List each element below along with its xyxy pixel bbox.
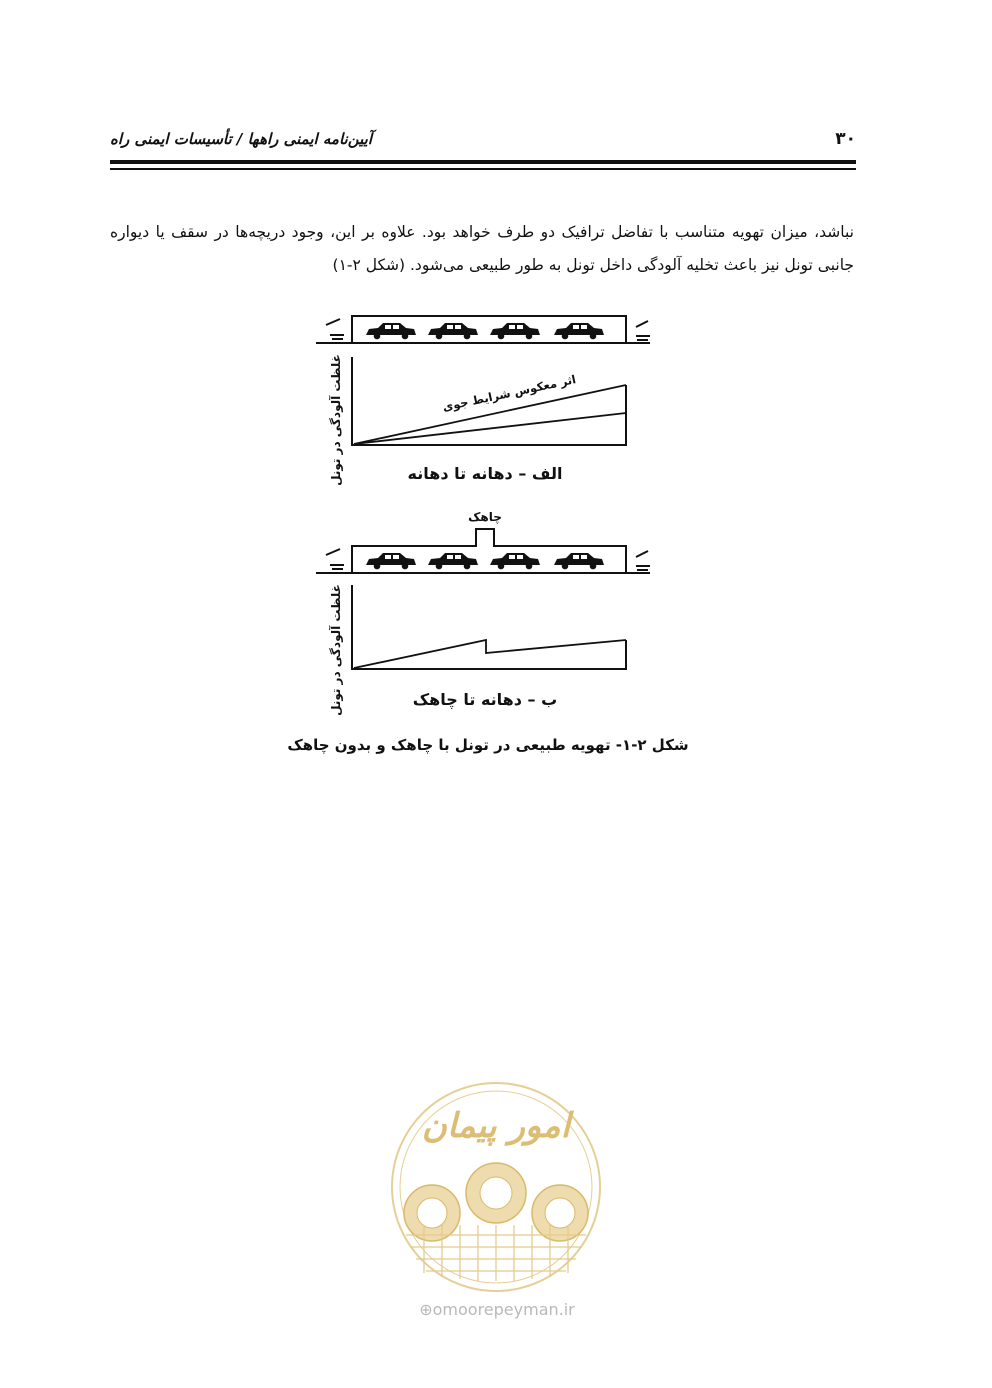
pollution-curve-lower: [354, 413, 626, 444]
subtitle-b: ب – دهانه تا چاهک: [412, 690, 558, 709]
tunnel-b: [316, 510, 650, 573]
header-rule-thick: [110, 160, 856, 164]
figure-caption: شکل ۲-۱- تهویه طبیعی در تونل با چاهک و بدون چاهک: [287, 736, 689, 754]
tunnel-a: [316, 316, 650, 343]
graph-b: [328, 584, 626, 716]
subtitle-a: الف – دهانه تا دهانه: [407, 464, 563, 483]
graph-a: [328, 354, 626, 486]
curve-label-a: اثر معکوس شرایط جوی: [441, 372, 578, 415]
watermark-logo: [384, 1075, 608, 1293]
globe-icon: ⊕: [419, 1300, 433, 1319]
header-rule-thin: [110, 168, 856, 170]
y-axis-label-b: غلظت آلودگی در تونل: [329, 584, 343, 716]
watermark-url-text: omoorepeyman.ir: [432, 1300, 575, 1319]
logo-text: امور پیمان: [421, 1106, 571, 1146]
page-number: ۳۰: [835, 129, 856, 149]
shaft-label: چاهک: [468, 510, 502, 524]
pollution-curve-b: [354, 640, 626, 668]
tunnel-ventilation-figure: [310, 305, 670, 720]
watermark-url: [392, 1300, 602, 1319]
y-axis-label-a: غلظت آلودگی در تونل: [329, 354, 343, 486]
body-paragraph: نباشد، میزان تهویه متناسب با تفاضل ترافیک دو طرف خواهد بود. علاوه بر این، وجود دریچه‌ها در سقف یا دیواره جانبی تونل نیز باعث تخلیه آلودگی داخل تونل به طور طبیعی می‌شود. (شکل ۲-۱): [110, 223, 854, 274]
running-title: آیین‌نامه ایمنی راهها / تأسیسات ایمنی راه: [110, 130, 372, 148]
